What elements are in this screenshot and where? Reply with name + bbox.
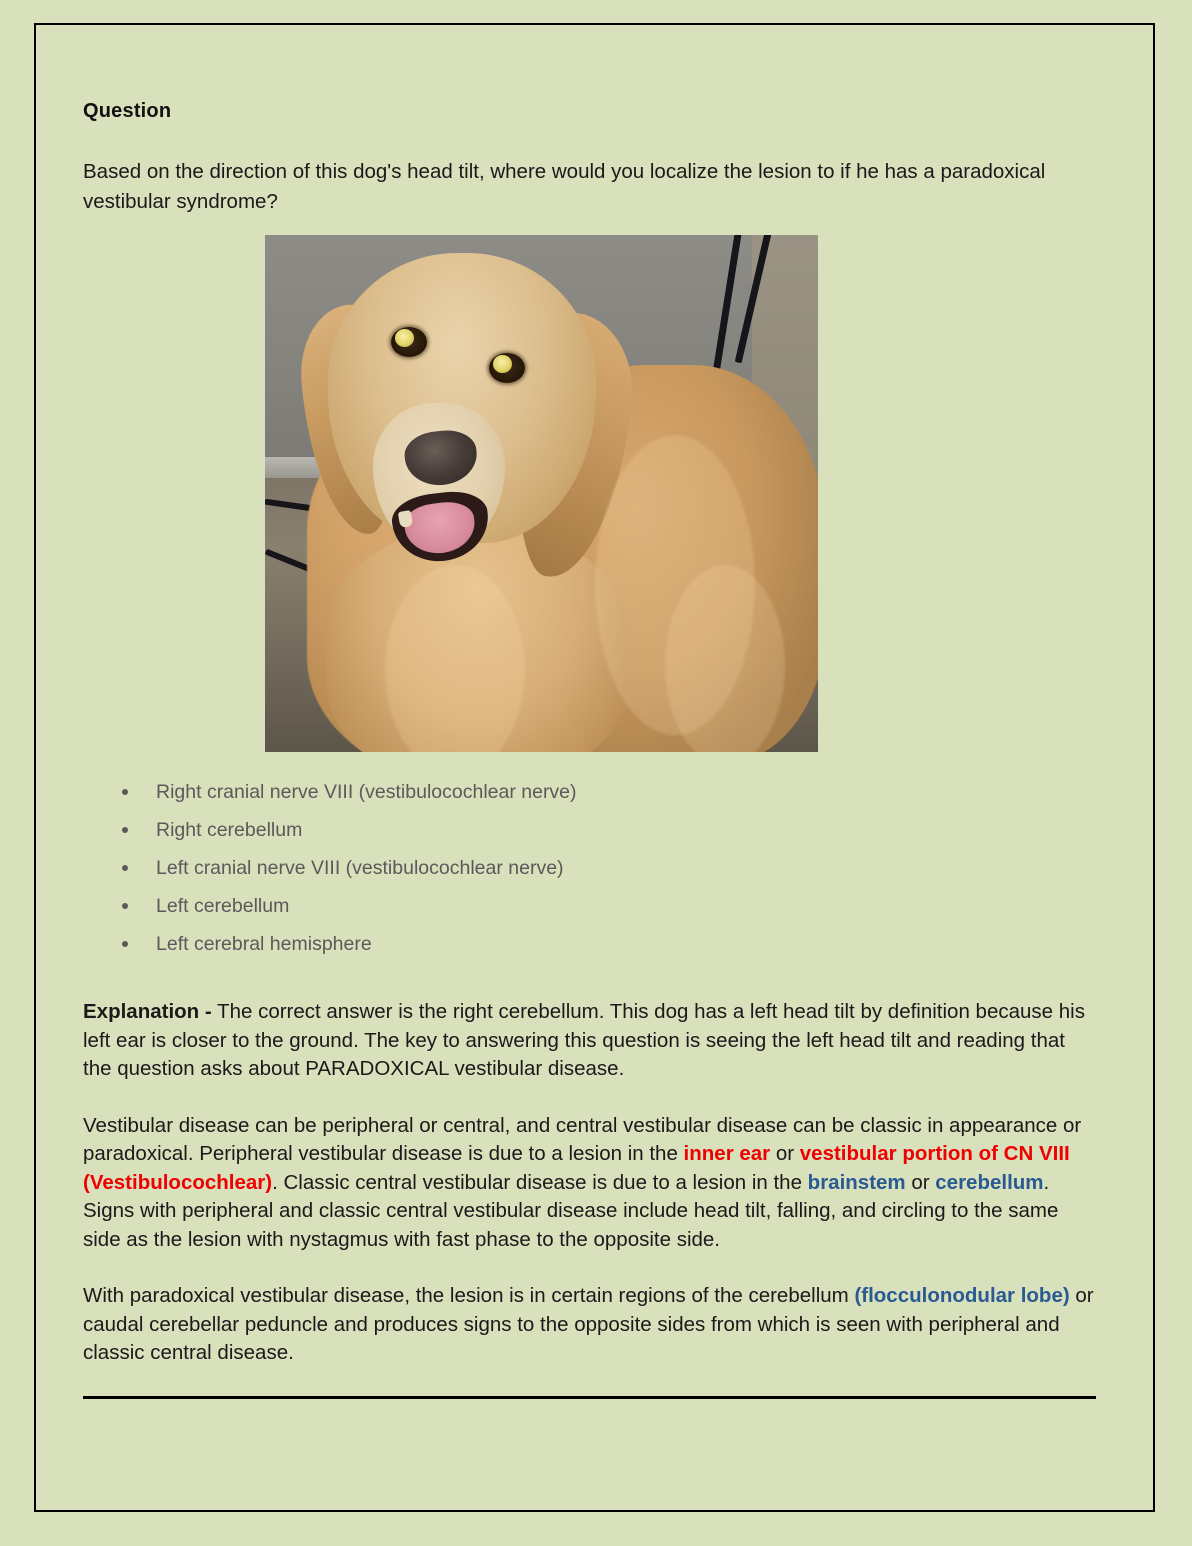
explanation-paragraph-2	[83, 1112, 1098, 1255]
explanation-p1-text: The correct answer is the right cerebellum. This dog has a left head tilt by definition because his left ear is closer to the ground. The key to answering this question is seeing the left head tilt and reading that the question asks about PARADOXICAL vestibular disease.	[83, 1000, 1085, 1080]
highlight-inner-ear: inner ear	[683, 1142, 771, 1165]
explanation-section	[83, 998, 1098, 1368]
answer-option[interactable]	[83, 856, 1098, 880]
answer-option[interactable]	[83, 894, 1098, 918]
bullet-icon	[122, 827, 128, 833]
p2-segment-e: . Signs with peripheral and classic central vestibular disease include head tilt, falling, and circling to the same side as the lesion with nystagmus with fast phase to the opposite side.	[83, 1170, 1059, 1251]
dog-photo	[265, 235, 818, 752]
answer-option-label: Left cerebral hemisphere	[156, 933, 372, 955]
document-content	[83, 100, 1098, 1399]
answer-option-label: Left cerebellum	[156, 895, 290, 917]
bullet-icon	[122, 903, 128, 909]
p2-segment-d: or	[905, 1170, 936, 1194]
bullet-icon	[122, 865, 128, 871]
p3-segment-b: or caudal cerebellar peduncle and produces signs to the opposite sides from which is seen with peripheral and classic central disease.	[83, 1284, 1094, 1364]
page-border-frame	[34, 23, 1155, 1512]
p2-segment-b: or	[770, 1142, 800, 1165]
answer-option-label: Left cranial nerve VIII (vestibulocochlear nerve)	[156, 857, 564, 879]
bullet-icon	[122, 789, 128, 795]
section-divider	[83, 1396, 1096, 1399]
explanation-paragraph-1	[83, 998, 1098, 1084]
explanation-paragraph-3	[83, 1282, 1098, 1368]
bullet-icon	[122, 941, 128, 947]
dog-eye-shine-right	[493, 355, 512, 373]
answer-option[interactable]	[83, 932, 1098, 956]
explanation-label: Explanation -	[83, 1000, 212, 1023]
highlight-flocculonodular-lobe: (flocculonodular lobe)	[854, 1284, 1070, 1307]
highlight-cn-viii: vestibular portion of CN VIII (Vestibulocochlear)	[83, 1142, 1070, 1194]
question-heading: Question	[83, 100, 172, 122]
highlight-brainstem: brainstem	[807, 1170, 906, 1194]
highlight-cerebellum: cerebellum	[935, 1170, 1044, 1194]
answer-option[interactable]	[83, 818, 1098, 842]
dog-photo-container	[83, 235, 1098, 752]
answer-option-label: Right cranial nerve VIII (vestibulocochlear nerve)	[156, 781, 577, 803]
answer-options-list	[83, 780, 1098, 956]
question-prompt: Based on the direction of this dog's head tilt, where would you localize the lesion to if he has a paradoxical vestibular syndrome?	[83, 160, 1046, 213]
p2-segment-a: Vestibular disease can be peripheral or central, and central vestibular disease can be classic in appearance or paradoxical. Peripheral vestibular disease is due to a lesion in the	[83, 1113, 1082, 1165]
p3-segment-a: With paradoxical vestibular disease, the lesion is in certain regions of the cerebellum	[83, 1284, 855, 1307]
dog-eye-shine-left	[395, 329, 414, 347]
p2-segment-c: . Classic central vestibular disease is due to a lesion in the	[272, 1170, 808, 1194]
answer-option[interactable]	[83, 780, 1098, 804]
dog-fur-highlight	[665, 565, 785, 752]
answer-option-label: Right cerebellum	[156, 819, 303, 841]
